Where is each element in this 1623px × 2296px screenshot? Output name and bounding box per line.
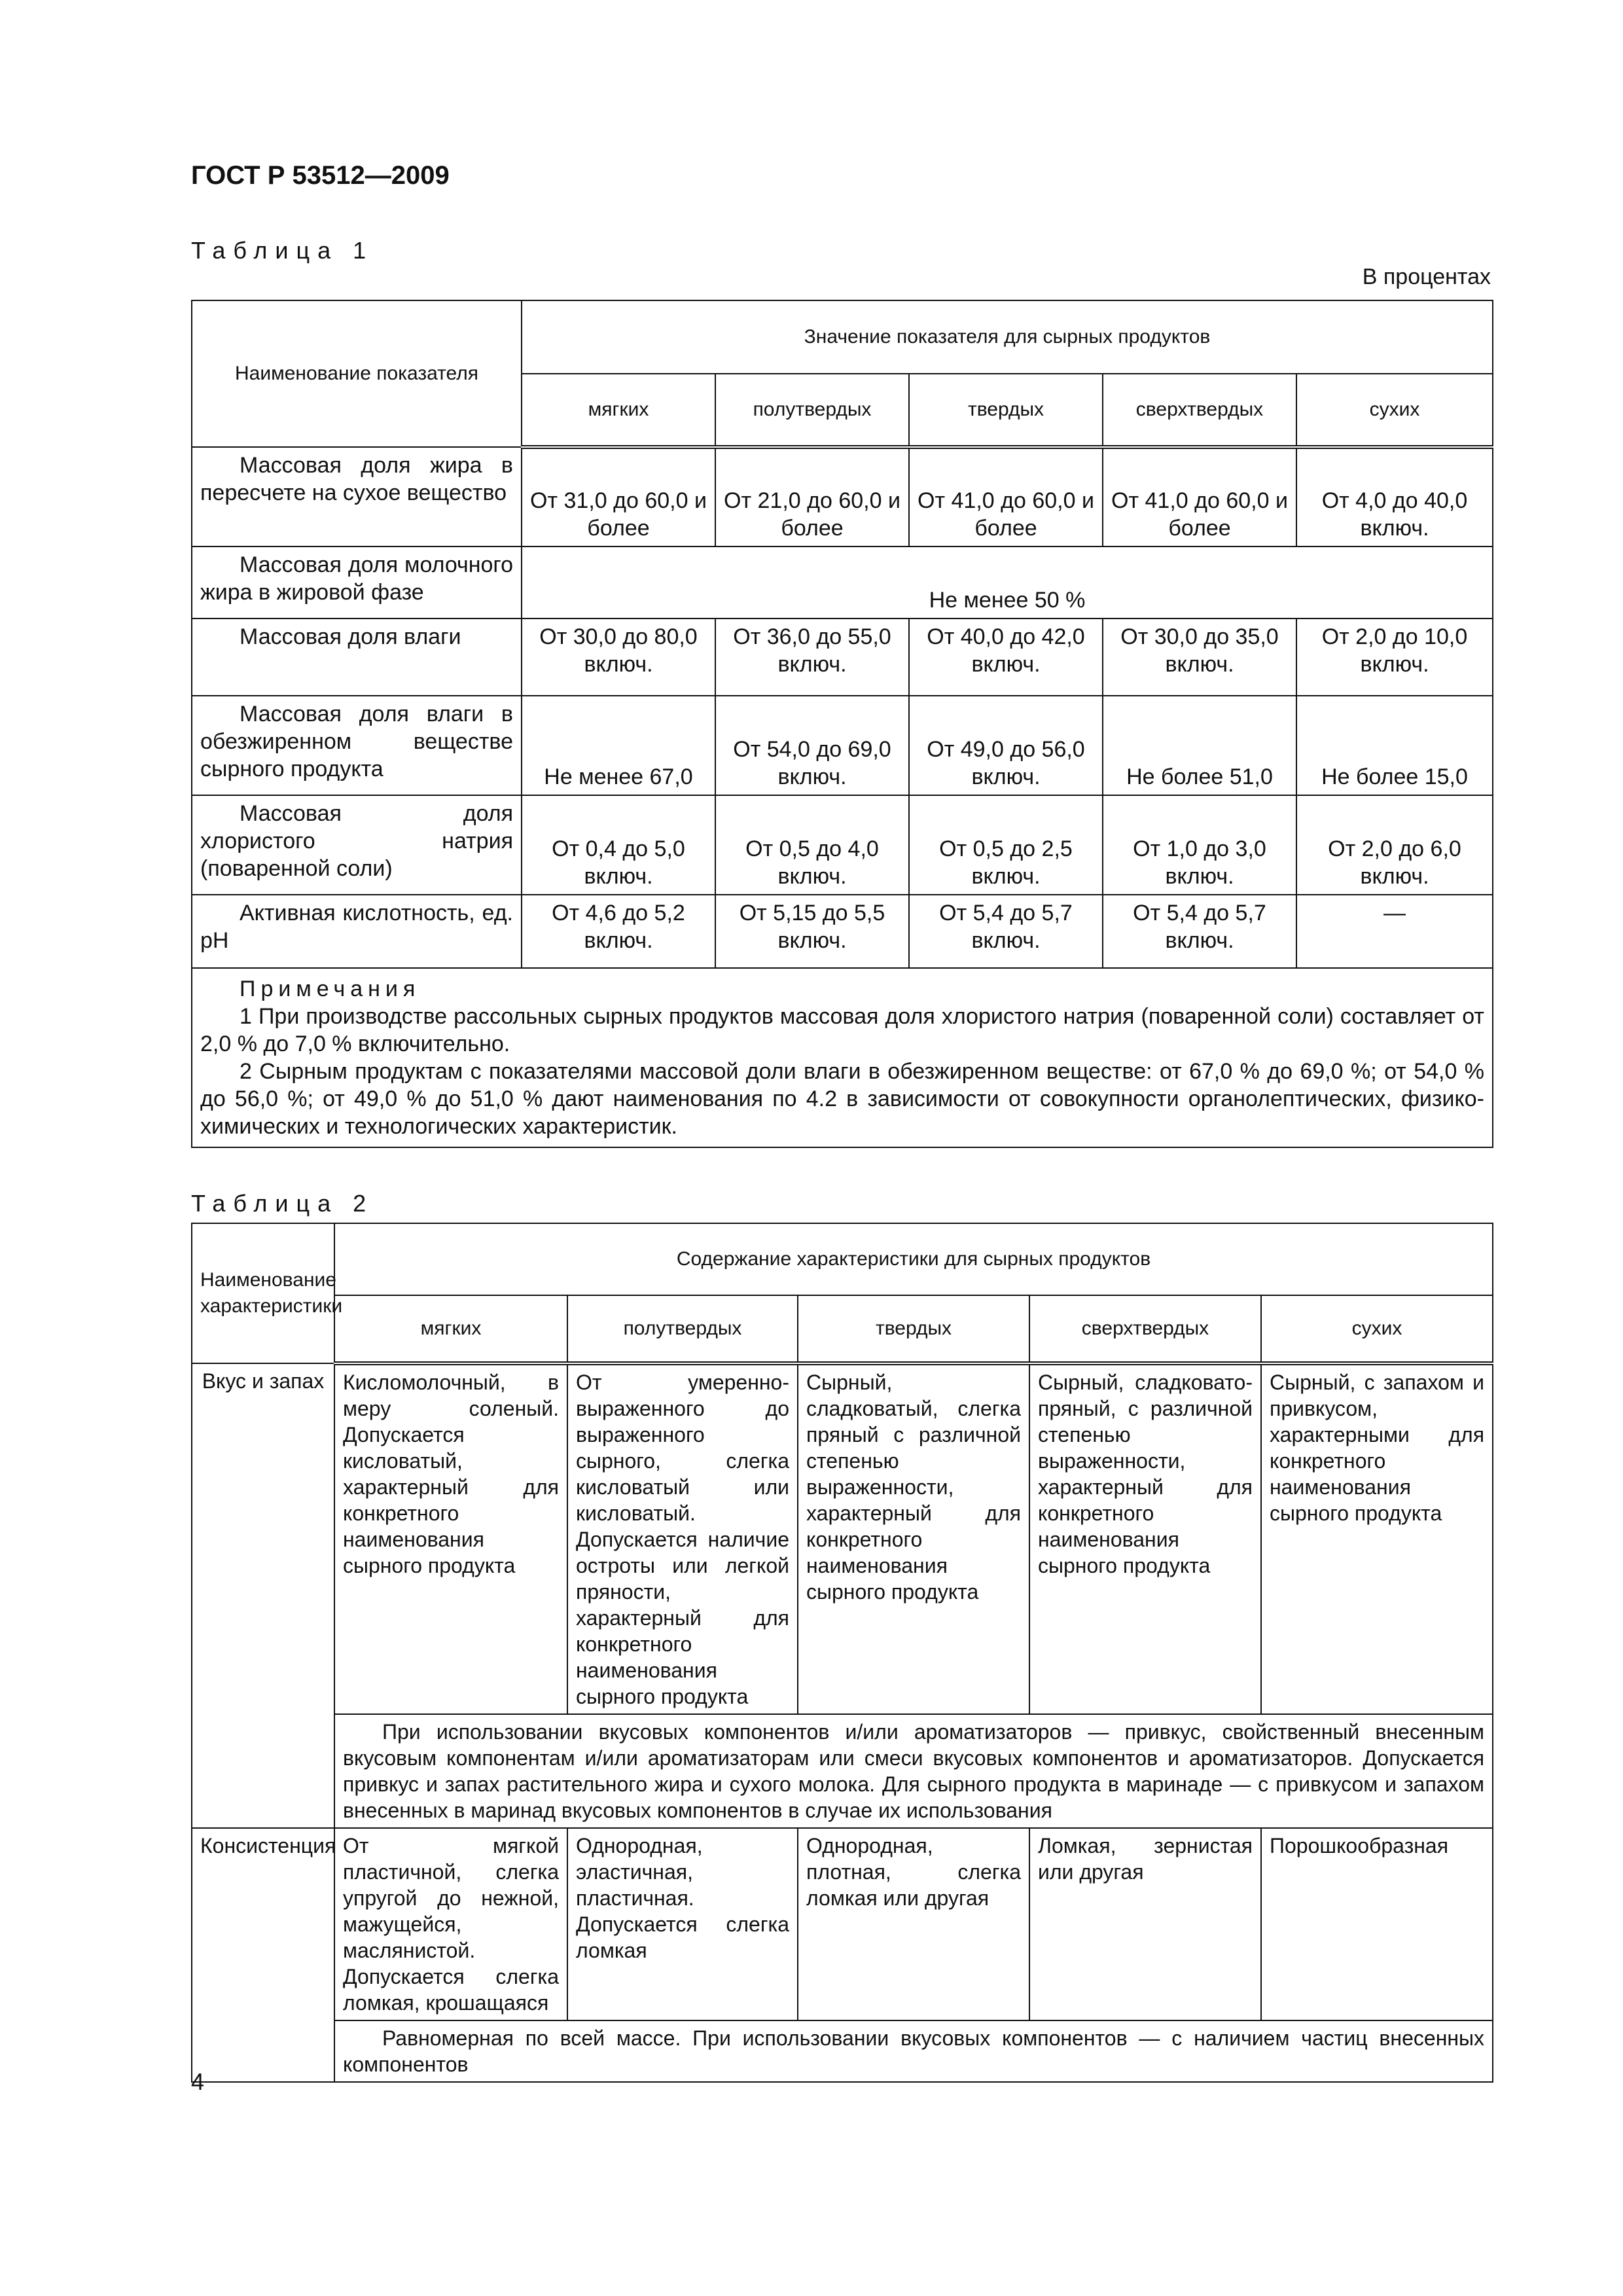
- row-name: Вкус и запах: [192, 1363, 334, 1828]
- cell-value: От 40,0 до 42,0 включ.: [909, 619, 1103, 696]
- cell-value: Ломкая, зернистая или другая: [1029, 1828, 1261, 2020]
- cell-value: Не менее 67,0: [522, 696, 715, 795]
- cell-value: От 4,0 до 40,0 включ.: [1296, 447, 1493, 547]
- cell-value: От 1,0 до 3,0 включ.: [1103, 795, 1296, 895]
- cell-value: От 5,4 до 5,7 включ.: [1103, 895, 1296, 968]
- table-row: [192, 2020, 1493, 2082]
- row-name: Массовая доля влаги в обезжиренном веществе сырного продукта: [192, 696, 522, 795]
- cell-value: От мягкой пластичной, слегка упругой до нежной, мажущейся, маслянистой. Допускается слегка ломкая, крошащаяся: [334, 1828, 567, 2020]
- page-number: 4: [191, 2068, 205, 2095]
- cell-value: От 2,0 до 6,0 включ.: [1296, 795, 1493, 895]
- cell-value: От 4,6 до 5,2 включ.: [522, 895, 715, 968]
- cell-value: Сырный, с запахом и привкусом, характерными для конкретного наименования сырного продукта: [1261, 1363, 1493, 1714]
- common-value: При использовании вкусовых компонентов и/или ароматизаторов — привкус, свойственный внесенным вкусовым компонентам и/или ароматизаторам или смеси вкусовых компонентов и ароматизаторов. Допускается привкус и запах растительного жира и сухого молока. Для сырного продукта в маринаде — с привкусом и запахом внесенных в маринад вкусовых компонентов в случае их использования: [334, 1714, 1493, 1828]
- table-row: [192, 447, 1493, 547]
- row-name: Консистенция: [192, 1828, 334, 2082]
- cell-value: От 49,0 до 56,0 включ.: [909, 696, 1103, 795]
- cell-value: Кисломолочный, в меру соленый. Допускается кисловатый, характерный для конкретного наименования сырного продукта: [334, 1363, 567, 1714]
- cell-value: Сырный, сладковато-пряный, с различной степенью выраженности, характерный для конкретного наименования сырного продукта: [1029, 1363, 1261, 1714]
- cell-value: Сырный, сладковатый, слегка пряный с различной степенью выраженности, характерный для конкретного наименования сырного продукта: [798, 1363, 1029, 1714]
- cell-value: Порошкообразная: [1261, 1828, 1493, 2020]
- table1-col-header: сухих: [1296, 374, 1493, 447]
- table2-col-header: полутвердых: [567, 1295, 798, 1363]
- table1-col-header: полутвердых: [715, 374, 909, 447]
- table1-notes: [192, 968, 1493, 1147]
- cell-value: Не более 51,0: [1103, 696, 1296, 795]
- table-row: [192, 1363, 1493, 1714]
- note-item: 2 Сырным продуктам с показателями массовой доли влаги в обезжиренном веществе: от 67,0 % до 69,0 %; от 54,0 % до 56,0 %; от 49,0 % до 51,0 % дают наименования по 4.2 в зависимости от совокупности органолептических, физико-химических и технологических характеристик.: [200, 1059, 1484, 1139]
- cell-value: От 30,0 до 35,0 включ.: [1103, 619, 1296, 696]
- table2-group-header: Содержание характеристики для сырных продуктов: [334, 1223, 1493, 1295]
- common-value: Равномерная по всей массе. При использовании вкусовых компонентов — с наличием частиц внесенных компонентов: [334, 2020, 1493, 2082]
- cell-value: Не более 15,0: [1296, 696, 1493, 795]
- table1-title: Таблица 1: [191, 237, 374, 264]
- merged-value: Не менее 50 %: [522, 547, 1493, 619]
- table1-col-header: мягких: [522, 374, 715, 447]
- table-row: [192, 795, 1493, 895]
- row-name: Активная кислотность, ед. pH: [192, 895, 522, 968]
- table2: [191, 1223, 1493, 2083]
- cell-value: От 0,5 до 2,5 включ.: [909, 795, 1103, 895]
- table1-units: В процентах: [1362, 264, 1491, 289]
- row-name: Массовая доля жира в пересчете на сухое вещество: [192, 447, 522, 547]
- table2-col-header: твердых: [798, 1295, 1029, 1363]
- table-row: [192, 547, 1493, 619]
- cell-value: —: [1296, 895, 1493, 968]
- cell-value: От 41,0 до 60,0 и более: [909, 447, 1103, 547]
- table1-col-header: сверхтвердых: [1103, 374, 1296, 447]
- table-row: [192, 895, 1493, 968]
- cell-value: От 0,5 до 4,0 включ.: [715, 795, 909, 895]
- table1-name-header: Наименование показателя: [192, 300, 522, 447]
- cell-value: От 54,0 до 69,0 включ.: [715, 696, 909, 795]
- table2-col-header: сверхтвердых: [1029, 1295, 1261, 1363]
- cell-value: От 2,0 до 10,0 включ.: [1296, 619, 1493, 696]
- table-row: [192, 696, 1493, 795]
- table2-title: Таблица 2: [191, 1190, 374, 1217]
- table-row: [192, 1828, 1493, 2020]
- table2-col-header: сухих: [1261, 1295, 1493, 1363]
- table2-name-header: Наименование характеристики: [192, 1223, 334, 1363]
- document-code: ГОСТ Р 53512—2009: [191, 161, 450, 190]
- cell-value: От 36,0 до 55,0 включ.: [715, 619, 909, 696]
- cell-value: От 31,0 до 60,0 и более: [522, 447, 715, 547]
- cell-value: От 5,4 до 5,7 включ.: [909, 895, 1103, 968]
- cell-value: Однородная, эластичная, пластичная. Допускается слегка ломкая: [567, 1828, 798, 2020]
- row-name: Массовая доля влаги: [192, 619, 522, 696]
- cell-value: От умеренно-выраженного до выраженного сырного, слегка кисловатый или кисловатый. Допускается наличие остроты или легкой пряности, характерный для конкретного наименования сырного продукта: [567, 1363, 798, 1714]
- cell-value: От 5,15 до 5,5 включ.: [715, 895, 909, 968]
- cell-value: От 30,0 до 80,0 включ.: [522, 619, 715, 696]
- table2-col-header: мягких: [334, 1295, 567, 1363]
- row-name: Массовая доля молочного жира в жировой фазе: [192, 547, 522, 619]
- table1-group-header: Значение показателя для сырных продуктов: [522, 300, 1493, 374]
- cell-value: Однородная, плотная, слегка ломкая или другая: [798, 1828, 1029, 2020]
- table-row: [192, 619, 1493, 696]
- table-row: [192, 1714, 1493, 1828]
- table1: [191, 300, 1493, 1148]
- notes-title: Примечания: [240, 977, 421, 1001]
- table1-col-header: твердых: [909, 374, 1103, 447]
- cell-value: От 21,0 до 60,0 и более: [715, 447, 909, 547]
- cell-value: От 0,4 до 5,0 включ.: [522, 795, 715, 895]
- notes-row: [192, 968, 1493, 1147]
- cell-value: От 41,0 до 60,0 и более: [1103, 447, 1296, 547]
- note-item: 1 При производстве рассольных сырных продуктов массовая доля хлористого натрия (поваренной соли) составляет от 2,0 % до 7,0 % включительно.: [200, 1004, 1484, 1056]
- row-name: Массовая доля хлористого натрия (поваренной соли): [192, 795, 522, 895]
